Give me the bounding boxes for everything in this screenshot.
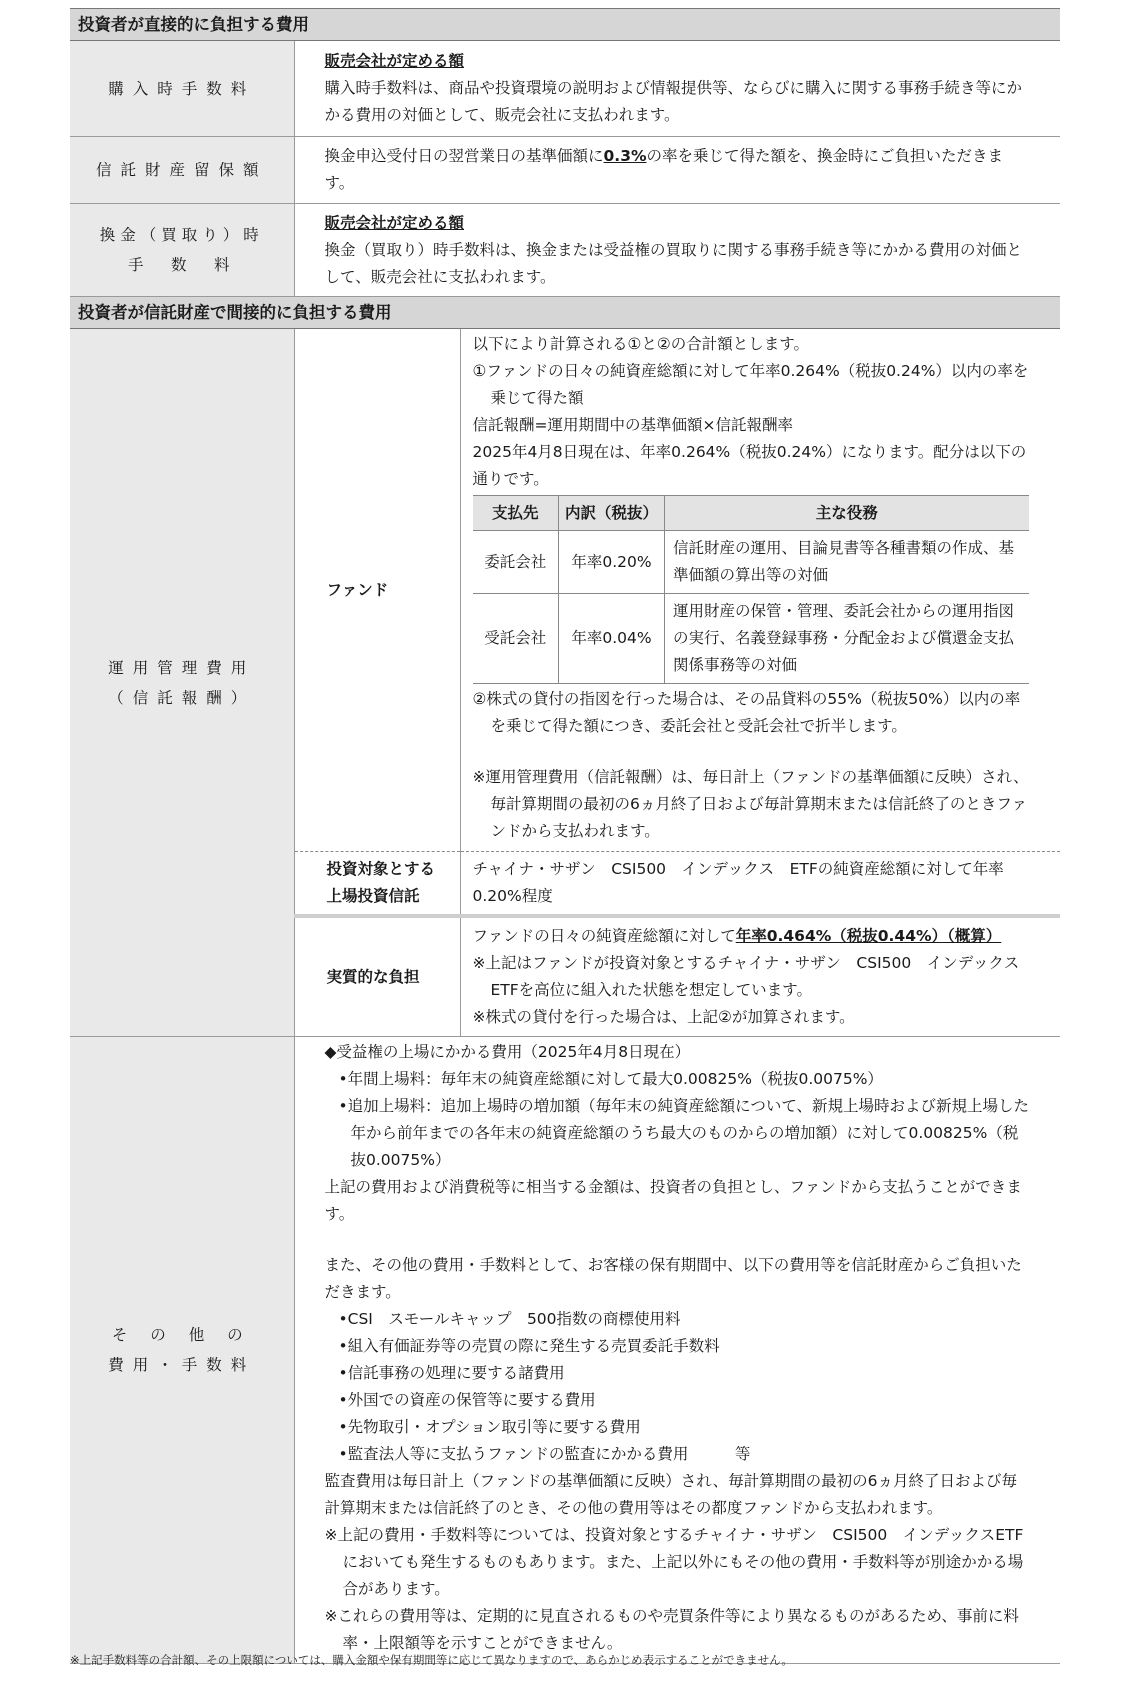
fee-cell-payee: 委託会社 [473, 531, 559, 594]
management-current: 2025年4月8日現在は、年率0.264%（税抜0.24%）になります。配分は以下の通りです。 [472, 443, 1027, 488]
redemption-fee-heading: 販売会社が定める額 [324, 213, 465, 232]
other-note1: ※上記の費用・手数料等については、投資対象とするチャイナ・サザン CSI500 インデックスETFにおいても発生するものもあります。また、上記以外にもその他の費用・手数料等が別途かかる場合があります。 [324, 1526, 1024, 1598]
fee-document [70, 8, 1060, 1664]
row-management-fund [70, 329, 1060, 852]
row-purchase-fee [70, 41, 1060, 137]
label-other-line2: 費用・手数料 [108, 1356, 256, 1374]
fee-header-breakdown: 内訳（税抜） [559, 496, 665, 531]
table-row [473, 531, 1029, 594]
label-management-line1: 運用管理費用 [108, 658, 256, 677]
etf-text: チャイナ・サザン CSI500 インデックス ETFの純資産総額に対して年率0.20%程度 [460, 852, 1060, 917]
reserve-text-before: 換金申込受付日の翌営業日の基準価額に [324, 147, 604, 165]
label-etf-line1: 投資対象とする [326, 860, 436, 878]
other-bullet1: •年間上場料：毎年末の純資産総額に対して最大0.00825%（税抜0.0075%） [338, 1070, 883, 1088]
purchase-fee-heading: 販売会社が定める額 [324, 52, 465, 70]
row-redemption-fee [70, 204, 1060, 297]
label-other-line1: そ の 他 の [111, 1326, 252, 1344]
purchase-fee-text: 購入時手数料は、商品や投資環境の説明および情報提供等、ならびに購入に関する事務手続き等にかかる費用の対価として、販売会社に支払われます。 [324, 79, 1023, 124]
row-other-fees [70, 1037, 1060, 1664]
section-indirect [70, 297, 1060, 329]
label-etf-line2: 上場投資信託 [326, 887, 420, 905]
real-note2: ※株式の貸付を行った場合は、上記②が加算されます。 [472, 1008, 855, 1026]
management-note: ※運用管理費用（信託報酬）は、毎日計上（ファンドの基準価額に反映）され、毎計算期間の最初の6ヵ月終了日および毎計算期末または信託終了のときファンドから支払われます。 [472, 768, 1029, 840]
label-fund: ファンド [294, 329, 460, 852]
section-title-direct: 投資者が直接的に負担する費用 [70, 9, 1060, 41]
label-real-burden: 実質的な負担 [294, 916, 460, 1037]
list-item: •CSI スモールキャップ 500指数の商標使用料 [338, 1310, 681, 1328]
list-item: •組入有価証券等の売買の際に発生する売買委託手数料 [338, 1337, 720, 1355]
label-purchase-fee: 購入時手数料 [70, 41, 294, 137]
redemption-fee-text: 換金（買取り）時手数料は、換金または受益権の買取りに関する事務手続き等にかかる費用の対価として、販売会社に支払われます。 [324, 240, 1023, 286]
list-item: •先物取引・オプション取引等に要する費用 [338, 1418, 641, 1436]
fee-cell-payee: 受託会社 [473, 594, 559, 684]
other-bullet2: •追加上場料：追加上場時の増加額（毎年末の純資産総額について、新規上場時および新規上場した年から前年までの各年末の純資産総額のうち最大のものからの増加額）に対して0.00825%（税抜0.0075%） [338, 1097, 1030, 1169]
list-item: •監査法人等に支払うファンドの監査にかかる費用 等 [338, 1445, 751, 1463]
table-row [473, 594, 1029, 684]
row-reserve [70, 137, 1060, 204]
section-title-indirect: 投資者が信託財産で間接的に負担する費用 [70, 297, 1060, 329]
management-intro: 以下により計算される①と②の合計額とします。 [472, 335, 810, 353]
list-item: •信託事務の処理に要する諸費用 [338, 1364, 565, 1382]
label-redemption-line1: 換金（買取り）時 [99, 226, 264, 244]
other-p1: 上記の費用および消費税等に相当する金額は、投資者の負担とし、ファンドから支払うことができます。 [324, 1178, 1022, 1223]
real-text-before: ファンドの日々の純資産総額に対して [472, 927, 736, 945]
fee-table [70, 8, 1060, 1664]
reserve-rate: 0.3% [603, 147, 647, 165]
other-p3: 監査費用は毎日計上（ファンドの基準価額に反映）され、毎計算期間の最初の6ヵ月終了日および毎計算期末または信託終了のとき、その他の費用等はその都度ファンドから支払われます。 [324, 1472, 1017, 1517]
real-note1: ※上記はファンドが投資対象とするチャイナ・サザン CSI500 インデックス ETFを高位に組入れた状態を想定しています。 [472, 954, 1035, 999]
management-item1: ①ファンドの日々の純資産総額に対して年率0.264%（税抜0.24%）以内の率を乗じて得た額 [472, 362, 1029, 407]
other-p2: また、その他の費用・手数料として、お客様の保有期間中、以下の費用等を信託財産からご負担いただきます。 [324, 1256, 1022, 1301]
fee-table-header [473, 496, 1029, 531]
section-direct [70, 9, 1060, 41]
fee-header-payee: 支払先 [473, 496, 559, 531]
fee-cell-service: 信託財産の運用、目論見書等各種書類の作成、基準価額の算出等の対価 [665, 531, 1029, 594]
management-item2: ②株式の貸付の指図を行った場合は、その品貸料の55%（税抜50%）以内の率を乗じて得た額につき、委託会社と受託会社で折半します。 [472, 690, 1021, 735]
label-management-line2: （信託報酬） [108, 688, 256, 707]
fee-header-service: 主な役務 [665, 496, 1029, 531]
management-formula: 信託報酬=運用期間中の基準価額×信託報酬率 [472, 416, 793, 434]
list-item: •外国での資産の保管等に要する費用 [338, 1391, 596, 1409]
label-redemption-line2: 手 数 料 [127, 256, 236, 274]
fee-cell-rate: 年率0.20% [559, 531, 665, 594]
other-note2: ※これらの費用等は、定期的に見直されるものや売買条件等により異なるものがあるため、事前に料率・上限額等を示すことができません。 [324, 1607, 1019, 1652]
reserve-text-after: の率を乗じて得た額を、換金時にご負担いただきます。 [324, 147, 1004, 192]
fee-cell-service: 運用財産の保管・管理、委託会社からの運用指図の実行、名義登録事務・分配金および償還金支払関係事務等の対価 [665, 594, 1029, 684]
real-rate: 年率0.464%（税抜0.44%）（概算） [735, 927, 1002, 945]
label-reserve: 信託財産留保額 [70, 137, 294, 204]
fee-cell-rate: 年率0.04% [559, 594, 665, 684]
footnote: ※上記手数料等の合計額、その上限額については、購入金額や保有期間等に応じて異なりますので、あらかじめ表示することができません。 [70, 1653, 793, 1667]
fee-allocation-table [473, 495, 1029, 684]
other-heading: ◆受益権の上場にかかる費用（2025年4月8日現在） [324, 1043, 691, 1061]
